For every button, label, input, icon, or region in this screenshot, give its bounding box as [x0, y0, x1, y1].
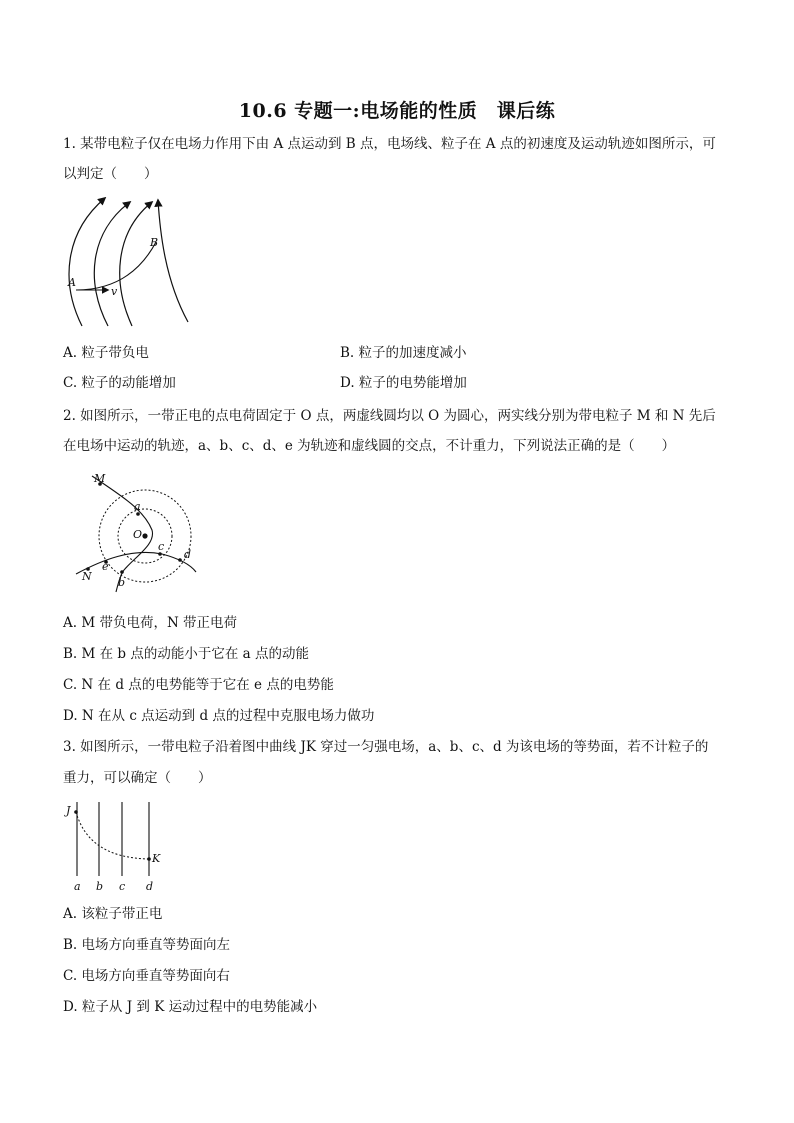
q2-option-a[interactable]: A. M 带负电荷，N 带正电荷: [63, 615, 238, 631]
page-title: 10.6 专题一:电场能的性质 课后练: [238, 100, 556, 122]
q3-equipotential-figure: [60, 800, 170, 896]
q1-trajectory: [76, 242, 156, 290]
q1-option-b[interactable]: B. 粒子的加速度减小: [340, 345, 467, 361]
q1-label-A: A: [68, 276, 76, 289]
q2-trajectory-N: [76, 552, 196, 574]
q2-concentric-circles-figure: [72, 468, 212, 598]
q3-label-J: J: [66, 804, 71, 817]
q1-stem-line2: 以判定（ ）: [63, 166, 158, 182]
q3-option-a[interactable]: A. 该粒子带正电: [63, 906, 163, 922]
q2-option-c[interactable]: C. N 在 d 点的电势能等于它在 e 点的电势能: [63, 677, 334, 693]
q3-label-c: c: [119, 880, 126, 893]
q1-field-lines-figure: [60, 192, 200, 334]
q3-label-b: b: [96, 880, 104, 893]
q2-stem-line1: 2. 如图所示，一带正电的点电荷固定于 O 点，两虚线圆均以 O 为圆心，两实线分别为带电粒子 M 和 N 先后: [63, 408, 716, 424]
q2-label-M: M: [94, 472, 106, 485]
q2-label-b: b: [118, 576, 126, 589]
q3-label-d: d: [146, 880, 154, 893]
q3-trajectory-JK: [76, 812, 149, 859]
q2-dot-d: [178, 558, 182, 562]
q1-field-line-3: [120, 202, 152, 326]
q3-label-K: K: [152, 852, 161, 865]
q1-label-B: B: [150, 236, 159, 249]
q2-label-a: a: [134, 500, 141, 513]
q3-option-d[interactable]: D. 粒子从 J 到 K 运动过程中的电势能减小: [63, 999, 318, 1015]
q2-point-charge-O: [142, 533, 147, 538]
q1-label-v: v: [111, 285, 118, 298]
q2-stem-line2: 在电场中运动的轨迹，a、b、c、d、e 为轨迹和虚线圆的交点，不计重力，下列说法正确的是（ ）: [63, 438, 676, 454]
q2-label-e: e: [102, 560, 109, 573]
q3-stem-line1: 3. 如图所示，一带电粒子沿着图中曲线 JK 穿过一匀强电场，a、b、c、d 为该电场的等势面，若不计粒子的: [63, 739, 709, 755]
q1-option-a[interactable]: A. 粒子带负电: [63, 345, 149, 361]
q2-label-c: c: [158, 540, 165, 553]
q2-option-d[interactable]: D. N 在从 c 点运动到 d 点的过程中克服电场力做功: [63, 708, 375, 724]
q3-label-a: a: [74, 880, 81, 893]
q3-option-c[interactable]: C. 电场方向垂直等势面向右: [63, 968, 230, 984]
q1-option-d[interactable]: D. 粒子的电势能增加: [340, 375, 467, 391]
q2-option-b[interactable]: B. M 在 b 点的动能小于它在 a 点的动能: [63, 646, 309, 662]
q2-label-N: N: [82, 570, 92, 583]
q3-option-b[interactable]: B. 电场方向垂直等势面向左: [63, 937, 231, 953]
q2-dot-b: [120, 570, 124, 574]
q1-field-line-4: [158, 200, 188, 322]
q3-stem-line2: 重力，可以确定（ ）: [63, 770, 212, 786]
q1-option-c[interactable]: C. 粒子的动能增加: [63, 375, 176, 391]
q3-dot-K: [147, 857, 151, 861]
q2-label-d: d: [184, 548, 192, 561]
q2-label-O: O: [133, 528, 143, 541]
q3-dot-J: [74, 810, 78, 814]
q1-stem-line1: 1. 某带电粒子仅在电场力作用下由 A 点运动到 B 点，电场线、粒子在 A 点的初速度及运动轨迹如图所示，可: [63, 136, 716, 152]
